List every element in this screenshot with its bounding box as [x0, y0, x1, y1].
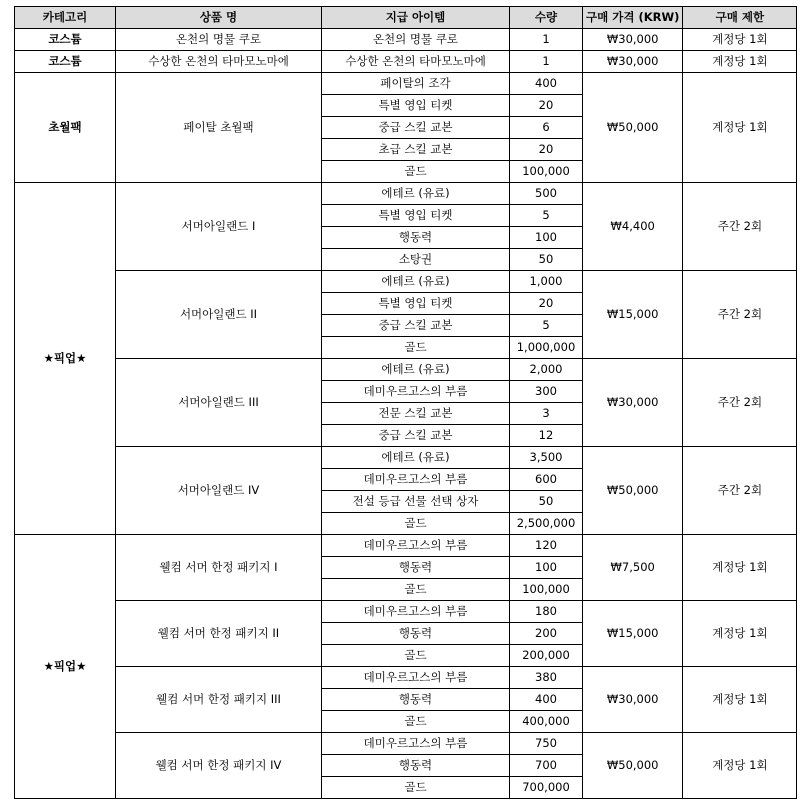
item-name-cell: 초급 스킬 교본 [322, 139, 510, 161]
product-name-cell: 서머아일랜드 IV [116, 447, 322, 535]
header-price: 구매 가격 (KRW) [583, 7, 683, 29]
item-qty-cell: 100,000 [510, 579, 583, 601]
item-name-cell: 중급 스킬 교본 [322, 425, 510, 447]
item-name-cell: 중급 스킬 교본 [322, 117, 510, 139]
limit-cell: 주간 2회 [683, 447, 797, 535]
item-qty-cell: 20 [510, 139, 583, 161]
item-qty-cell: 1,000,000 [510, 337, 583, 359]
table-body [15, 29, 797, 799]
item-name-cell: 에테르 (유료) [322, 183, 510, 205]
item-name-cell: 중급 스킬 교본 [322, 315, 510, 337]
item-qty-cell: 300 [510, 381, 583, 403]
price-cell: ₩30,000 [583, 51, 683, 73]
item-name-cell: 골드 [322, 513, 510, 535]
item-qty-cell: 600 [510, 469, 583, 491]
price-cell: ₩15,000 [583, 601, 683, 667]
category-cell: ★픽업★ [15, 535, 116, 799]
item-qty-cell: 200,000 [510, 645, 583, 667]
item-qty-cell: 500 [510, 183, 583, 205]
product-name-cell: 서머아일랜드 II [116, 271, 322, 359]
price-cell: ₩50,000 [583, 73, 683, 183]
item-qty-cell: 200 [510, 623, 583, 645]
item-qty-cell: 700 [510, 755, 583, 777]
table-row [15, 183, 797, 205]
category-cell: ★픽업★ [15, 183, 116, 535]
limit-cell: 계정당 1회 [683, 51, 797, 73]
limit-cell: 계정당 1회 [683, 667, 797, 733]
table-row [15, 447, 797, 469]
item-name-cell: 에테르 (유료) [322, 359, 510, 381]
item-qty-cell: 180 [510, 601, 583, 623]
limit-cell: 계정당 1회 [683, 73, 797, 183]
item-qty-cell: 20 [510, 95, 583, 117]
price-cell: ₩30,000 [583, 359, 683, 447]
item-name-cell: 수상한 온천의 타마모노마에 [322, 51, 510, 73]
product-table [14, 6, 797, 799]
item-name-cell: 특별 영입 티켓 [322, 293, 510, 315]
item-qty-cell: 400 [510, 73, 583, 95]
limit-cell: 계정당 1회 [683, 29, 797, 51]
header-items: 지급 아이템 [322, 7, 510, 29]
limit-cell: 주간 2회 [683, 183, 797, 271]
product-name-cell: 웰컴 서머 한정 패키지 I [116, 535, 322, 601]
item-name-cell: 에테르 (유료) [322, 271, 510, 293]
price-cell: ₩50,000 [583, 447, 683, 535]
limit-cell: 주간 2회 [683, 359, 797, 447]
category-cell: 초월팩 [15, 73, 116, 183]
item-name-cell: 골드 [322, 645, 510, 667]
product-name-cell: 페이탈 초월팩 [116, 73, 322, 183]
item-qty-cell: 20 [510, 293, 583, 315]
table-row [15, 535, 797, 557]
product-name-cell: 온천의 명물 쿠로 [116, 29, 322, 51]
header-limit: 구매 제한 [683, 7, 797, 29]
item-qty-cell: 120 [510, 535, 583, 557]
item-qty-cell: 400 [510, 689, 583, 711]
item-qty-cell: 380 [510, 667, 583, 689]
item-name-cell: 데미우르고스의 부름 [322, 381, 510, 403]
item-qty-cell: 12 [510, 425, 583, 447]
limit-cell: 계정당 1회 [683, 733, 797, 799]
item-qty-cell: 2,500,000 [510, 513, 583, 535]
item-qty-cell: 50 [510, 491, 583, 513]
item-qty-cell: 1 [510, 51, 583, 73]
item-name-cell: 골드 [322, 777, 510, 799]
table-row [15, 51, 797, 73]
item-qty-cell: 100,000 [510, 161, 583, 183]
item-qty-cell: 2,000 [510, 359, 583, 381]
product-name-cell: 웰컴 서머 한정 패키지 II [116, 601, 322, 667]
category-cell: 코스튬 [15, 51, 116, 73]
item-qty-cell: 400,000 [510, 711, 583, 733]
table-row [15, 359, 797, 381]
item-qty-cell: 3,500 [510, 447, 583, 469]
table-row [15, 667, 797, 689]
limit-cell: 계정당 1회 [683, 601, 797, 667]
item-name-cell: 소탕권 [322, 249, 510, 271]
item-name-cell: 데미우르고스의 부름 [322, 535, 510, 557]
item-qty-cell: 50 [510, 249, 583, 271]
item-name-cell: 행동력 [322, 557, 510, 579]
item-name-cell: 행동력 [322, 623, 510, 645]
price-cell: ₩15,000 [583, 271, 683, 359]
item-name-cell: 행동력 [322, 755, 510, 777]
price-cell: ₩30,000 [583, 29, 683, 51]
item-name-cell: 온천의 명물 쿠로 [322, 29, 510, 51]
item-name-cell: 데미우르고스의 부름 [322, 601, 510, 623]
product-name-cell: 웰컴 서머 한정 패키지 IV [116, 733, 322, 799]
item-qty-cell: 5 [510, 205, 583, 227]
product-name-cell: 수상한 온천의 타마모노마에 [116, 51, 322, 73]
item-name-cell: 데미우르고스의 부름 [322, 667, 510, 689]
table-row [15, 733, 797, 755]
item-qty-cell: 700,000 [510, 777, 583, 799]
price-cell: ₩7,500 [583, 535, 683, 601]
item-qty-cell: 100 [510, 557, 583, 579]
limit-cell: 계정당 1회 [683, 535, 797, 601]
item-name-cell: 골드 [322, 711, 510, 733]
item-qty-cell: 6 [510, 117, 583, 139]
item-name-cell: 행동력 [322, 227, 510, 249]
item-name-cell: 특별 영입 티켓 [322, 205, 510, 227]
price-cell: ₩50,000 [583, 733, 683, 799]
category-cell: 코스튬 [15, 29, 116, 51]
item-name-cell: 행동력 [322, 689, 510, 711]
item-name-cell: 데미우르고스의 부름 [322, 733, 510, 755]
item-qty-cell: 3 [510, 403, 583, 425]
table-row [15, 271, 797, 293]
item-qty-cell: 1 [510, 29, 583, 51]
item-name-cell: 특별 영입 티켓 [322, 95, 510, 117]
price-cell: ₩4,400 [583, 183, 683, 271]
header-row [15, 7, 797, 29]
product-name-cell: 서머아일랜드 I [116, 183, 322, 271]
item-name-cell: 데미우르고스의 부름 [322, 469, 510, 491]
limit-cell: 주간 2회 [683, 271, 797, 359]
item-name-cell: 골드 [322, 579, 510, 601]
item-qty-cell: 750 [510, 733, 583, 755]
table-row [15, 73, 797, 95]
product-name-cell: 웰컴 서머 한정 패키지 III [116, 667, 322, 733]
item-qty-cell: 100 [510, 227, 583, 249]
item-name-cell: 에테르 (유료) [322, 447, 510, 469]
table-row [15, 29, 797, 51]
header-category: 카테고리 [15, 7, 116, 29]
item-qty-cell: 5 [510, 315, 583, 337]
item-name-cell: 전설 등급 선물 선택 상자 [322, 491, 510, 513]
product-name-cell: 서머아일랜드 III [116, 359, 322, 447]
header-quantity: 수량 [510, 7, 583, 29]
header-product-name: 상품 명 [116, 7, 322, 29]
item-qty-cell: 1,000 [510, 271, 583, 293]
item-name-cell: 전문 스킬 교본 [322, 403, 510, 425]
item-name-cell: 페이탈의 조각 [322, 73, 510, 95]
item-name-cell: 골드 [322, 337, 510, 359]
price-cell: ₩30,000 [583, 667, 683, 733]
item-name-cell: 골드 [322, 161, 510, 183]
table-row [15, 601, 797, 623]
